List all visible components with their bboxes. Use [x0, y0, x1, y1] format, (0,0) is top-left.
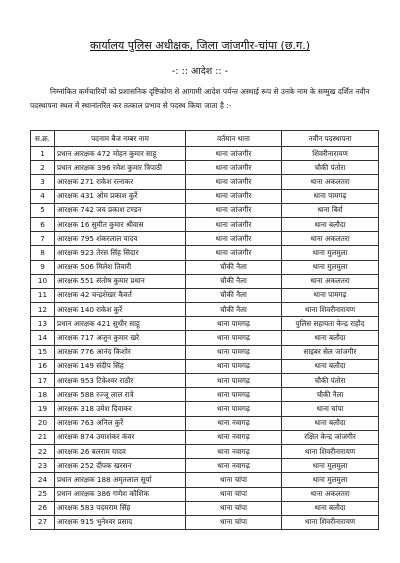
serial-cell: 1 — [31, 147, 55, 161]
current-station-cell: थाना जांजगीर — [186, 246, 282, 260]
table-row — [31, 515, 379, 529]
name-cell: आरक्षक 318 उमेश दिवाकर — [55, 402, 186, 416]
table-row — [31, 374, 379, 388]
table-row — [31, 161, 379, 175]
current-station-cell: थाना पामगढ़ — [186, 359, 282, 373]
serial-cell: 18 — [31, 388, 55, 402]
name-cell: आरक्षक 140 राकेश कुर्रे — [55, 303, 186, 317]
current-station-cell: थाना चांपा — [186, 515, 282, 529]
table-row — [31, 317, 379, 331]
new-posting-cell: थाना अकलतरा — [282, 175, 379, 189]
current-station-cell: थाना जांजगीर — [186, 147, 282, 161]
current-station-cell: थाना पामगढ़ — [186, 402, 282, 416]
new-posting-cell: थाना मुलमुला — [282, 459, 379, 473]
table-row — [31, 430, 379, 444]
table-row — [31, 288, 379, 302]
name-cell: आरक्षक 149 संदीप सिंह — [55, 359, 186, 373]
name-cell: आरक्षक 583 पदमराम सिंह — [55, 501, 186, 515]
current-station-cell: थाना जांजगीर — [186, 161, 282, 175]
table-row — [31, 388, 379, 402]
new-posting-cell: थाना बिर्रा — [282, 203, 379, 217]
table-body — [31, 147, 379, 530]
new-posting-cell: थाना शिवरीनारायण — [282, 515, 379, 529]
current-station-cell: थाना पामगढ़ — [186, 345, 282, 359]
table-row — [31, 459, 379, 473]
table-row — [31, 274, 379, 288]
name-cell: आरक्षक 776 आनंद किशोर — [55, 345, 186, 359]
table-row — [31, 416, 379, 430]
name-cell: आरक्षक 953 टिकेश्वर राठौर — [55, 374, 186, 388]
current-station-cell: चौकी नैला — [186, 288, 282, 302]
current-station-cell: थाना जांजगीर — [186, 189, 282, 203]
table-row — [31, 260, 379, 274]
new-posting-cell: चौकी पंतोरा — [282, 374, 379, 388]
serial-cell: 26 — [31, 501, 55, 515]
table-row — [31, 175, 379, 189]
name-cell: आरक्षक 551 संतोष कुमार प्रधान — [55, 274, 186, 288]
new-posting-cell: थाना बलौदा — [282, 501, 379, 515]
name-cell: प्रधान आरक्षक 188 अमृतलाल सूर्या — [55, 473, 186, 487]
header-name: पदनाम बैज नम्बर नाम — [55, 131, 186, 147]
new-posting-cell: थाना शिवरीनारायण — [282, 303, 379, 317]
current-station-cell: थाना पामगढ़ — [186, 331, 282, 345]
table-header-row — [31, 131, 379, 147]
current-station-cell: थाना नवागढ़ — [186, 459, 282, 473]
serial-cell: 5 — [31, 203, 55, 217]
serial-cell: 24 — [31, 473, 55, 487]
name-cell: प्रधान आरक्षक 472 मोहन कुमार साहू — [55, 147, 186, 161]
name-cell: आरक्षक 42 चन्द्रशेखर कैवर्त — [55, 288, 186, 302]
new-posting-cell: थाना अकलतरा — [282, 487, 379, 501]
name-cell: आरक्षक 717 अजुन कुमार खरे — [55, 331, 186, 345]
new-posting-cell: थाना मुलमुला — [282, 260, 379, 274]
current-station-cell: थाना पामगढ़ — [186, 374, 282, 388]
order-title: -: :: आदेश :: - — [171, 66, 229, 77]
name-cell: आरक्षक 588 रज्जू लाल रात्रे — [55, 388, 186, 402]
new-posting-cell: रक्षित केन्द्र जांजगीर — [282, 430, 379, 444]
name-cell: आरक्षक 16 सुमीत कुमार श्रीवास — [55, 217, 186, 231]
serial-cell: 11 — [31, 288, 55, 302]
current-station-cell: थाना नवागढ़ — [186, 416, 282, 430]
serial-cell: 13 — [31, 317, 55, 331]
serial-cell: 23 — [31, 459, 55, 473]
name-cell: प्रधान आरक्षक 386 गणेश कौशिक — [55, 487, 186, 501]
transfer-table — [30, 130, 379, 530]
serial-cell: 22 — [31, 444, 55, 458]
table-row — [31, 501, 379, 515]
current-station-cell: चौकी नैला — [186, 303, 282, 317]
new-posting-cell: पुलिस सहायता केन्द्र राहौद — [282, 317, 379, 331]
table-row — [31, 402, 379, 416]
serial-cell: 25 — [31, 487, 55, 501]
new-posting-cell: थाना मुलमुला — [282, 473, 379, 487]
serial-cell: 20 — [31, 416, 55, 430]
serial-cell: 6 — [31, 217, 55, 231]
table-row — [31, 189, 379, 203]
name-cell: आरक्षक 271 राकेश रत्नाकर — [55, 175, 186, 189]
serial-cell: 8 — [31, 246, 55, 260]
serial-cell: 17 — [31, 374, 55, 388]
serial-cell: 7 — [31, 232, 55, 246]
serial-cell: 27 — [31, 515, 55, 529]
serial-cell: 14 — [31, 331, 55, 345]
new-posting-cell: चौकी नैला — [282, 388, 379, 402]
new-posting-cell: साइबर सेल जांजगीर — [282, 345, 379, 359]
serial-cell: 12 — [31, 303, 55, 317]
table-row — [31, 246, 379, 260]
intro-paragraph: निम्नांकित कर्मचारियों को प्रशासनिक दृष्टिकोण से आगामी आदेश पर्यन्त अस्थाई रूप से उनके नाम के सम्मुख दर्शित नवीन पदस्थापना स्थल में स्थानांतरित कर तत्काल प्रभाव से पदस्थ किया जाता है :- — [30, 87, 370, 110]
new-posting-cell: शिवरीनारायण — [282, 147, 379, 161]
table-row — [31, 303, 379, 317]
name-cell: आरक्षक 26 बलराम यादव — [55, 444, 186, 458]
new-posting-cell: थाना बलौदा — [282, 331, 379, 345]
name-cell: आरक्षक 923 तेरस सिंह सिदार — [55, 246, 186, 260]
new-posting-cell: थाना चांपा — [282, 402, 379, 416]
name-cell: आरक्षक 915 भुनेश्वर प्रसाद — [55, 515, 186, 529]
serial-cell: 4 — [31, 189, 55, 203]
serial-cell: 16 — [31, 359, 55, 373]
office-title: कार्यालय पुलिस अधीक्षक, जिला जांजगीर-चांपा (छ.ग.) — [89, 39, 311, 52]
name-cell: प्रधान आरक्षक 396 रमेश कुमार त्रिपाठी — [55, 161, 186, 175]
table-row — [31, 473, 379, 487]
new-posting-cell: थाना अकलतरा — [282, 232, 379, 246]
current-station-cell: थाना पामगढ़ — [186, 388, 282, 402]
name-cell: आरक्षक 506 मिलेश तिवारी — [55, 260, 186, 274]
table-row — [31, 232, 379, 246]
current-station-cell: थाना चांपा — [186, 487, 282, 501]
name-cell: आरक्षक 795 शंकरलाल यादव — [55, 232, 186, 246]
serial-cell: 19 — [31, 402, 55, 416]
current-station-cell: थाना पामगढ़ — [186, 317, 282, 331]
current-station-cell: थाना जांजगीर — [186, 175, 282, 189]
serial-cell: 2 — [31, 161, 55, 175]
new-posting-cell: थाना पामगढ़ — [282, 288, 379, 302]
header-current-station: वर्तमान थाना — [186, 131, 282, 147]
name-cell: आरक्षक 431 ओम प्रकाश कुर्रे — [55, 189, 186, 203]
table-row — [31, 147, 379, 161]
new-posting-cell: थाना बलौदा — [282, 416, 379, 430]
name-cell: आरक्षक 874 उमाशंकर कंवर — [55, 430, 186, 444]
name-cell: प्रधान आरक्षक 421 सुधीर साहू — [55, 317, 186, 331]
name-cell: आरक्षक 763 अनिल कुर्रे — [55, 416, 186, 430]
current-station-cell: थाना जांजगीर — [186, 232, 282, 246]
serial-cell: 10 — [31, 274, 55, 288]
table-row — [31, 444, 379, 458]
new-posting-cell: थाना शिवरीनारायण — [282, 444, 379, 458]
new-posting-cell: थाना पामगढ़ — [282, 189, 379, 203]
header-new-posting: नवीन पदस्थापना — [282, 131, 379, 147]
current-station-cell: थाना चांपा — [186, 473, 282, 487]
serial-cell: 21 — [31, 430, 55, 444]
current-station-cell: चौकी नैला — [186, 274, 282, 288]
table-row — [31, 203, 379, 217]
new-posting-cell: थाना बलौदा — [282, 359, 379, 373]
new-posting-cell: थाना बलौदा — [282, 217, 379, 231]
header-serial: स.क्र. — [31, 131, 55, 147]
current-station-cell: थाना नवागढ़ — [186, 430, 282, 444]
serial-cell: 3 — [31, 175, 55, 189]
name-cell: आरक्षक 252 दीपक खरसन — [55, 459, 186, 473]
serial-cell: 9 — [31, 260, 55, 274]
new-posting-cell: चौकी पंतोरा — [282, 161, 379, 175]
current-station-cell: थाना जांजगीर — [186, 203, 282, 217]
current-station-cell: थाना जांजगीर — [186, 217, 282, 231]
table-row — [31, 331, 379, 345]
current-station-cell: थाना नवागढ़ — [186, 444, 282, 458]
serial-cell: 15 — [31, 345, 55, 359]
name-cell: आरक्षक 742 जय प्रकाश टण्डन — [55, 203, 186, 217]
table-row — [31, 217, 379, 231]
table-row — [31, 345, 379, 359]
new-posting-cell: थाना अकलतरा — [282, 274, 379, 288]
new-posting-cell: थाना मुलमुला — [282, 246, 379, 260]
table-row — [31, 359, 379, 373]
current-station-cell: थाना चांपा — [186, 501, 282, 515]
current-station-cell: चौकी नैला — [186, 260, 282, 274]
table-row — [31, 487, 379, 501]
